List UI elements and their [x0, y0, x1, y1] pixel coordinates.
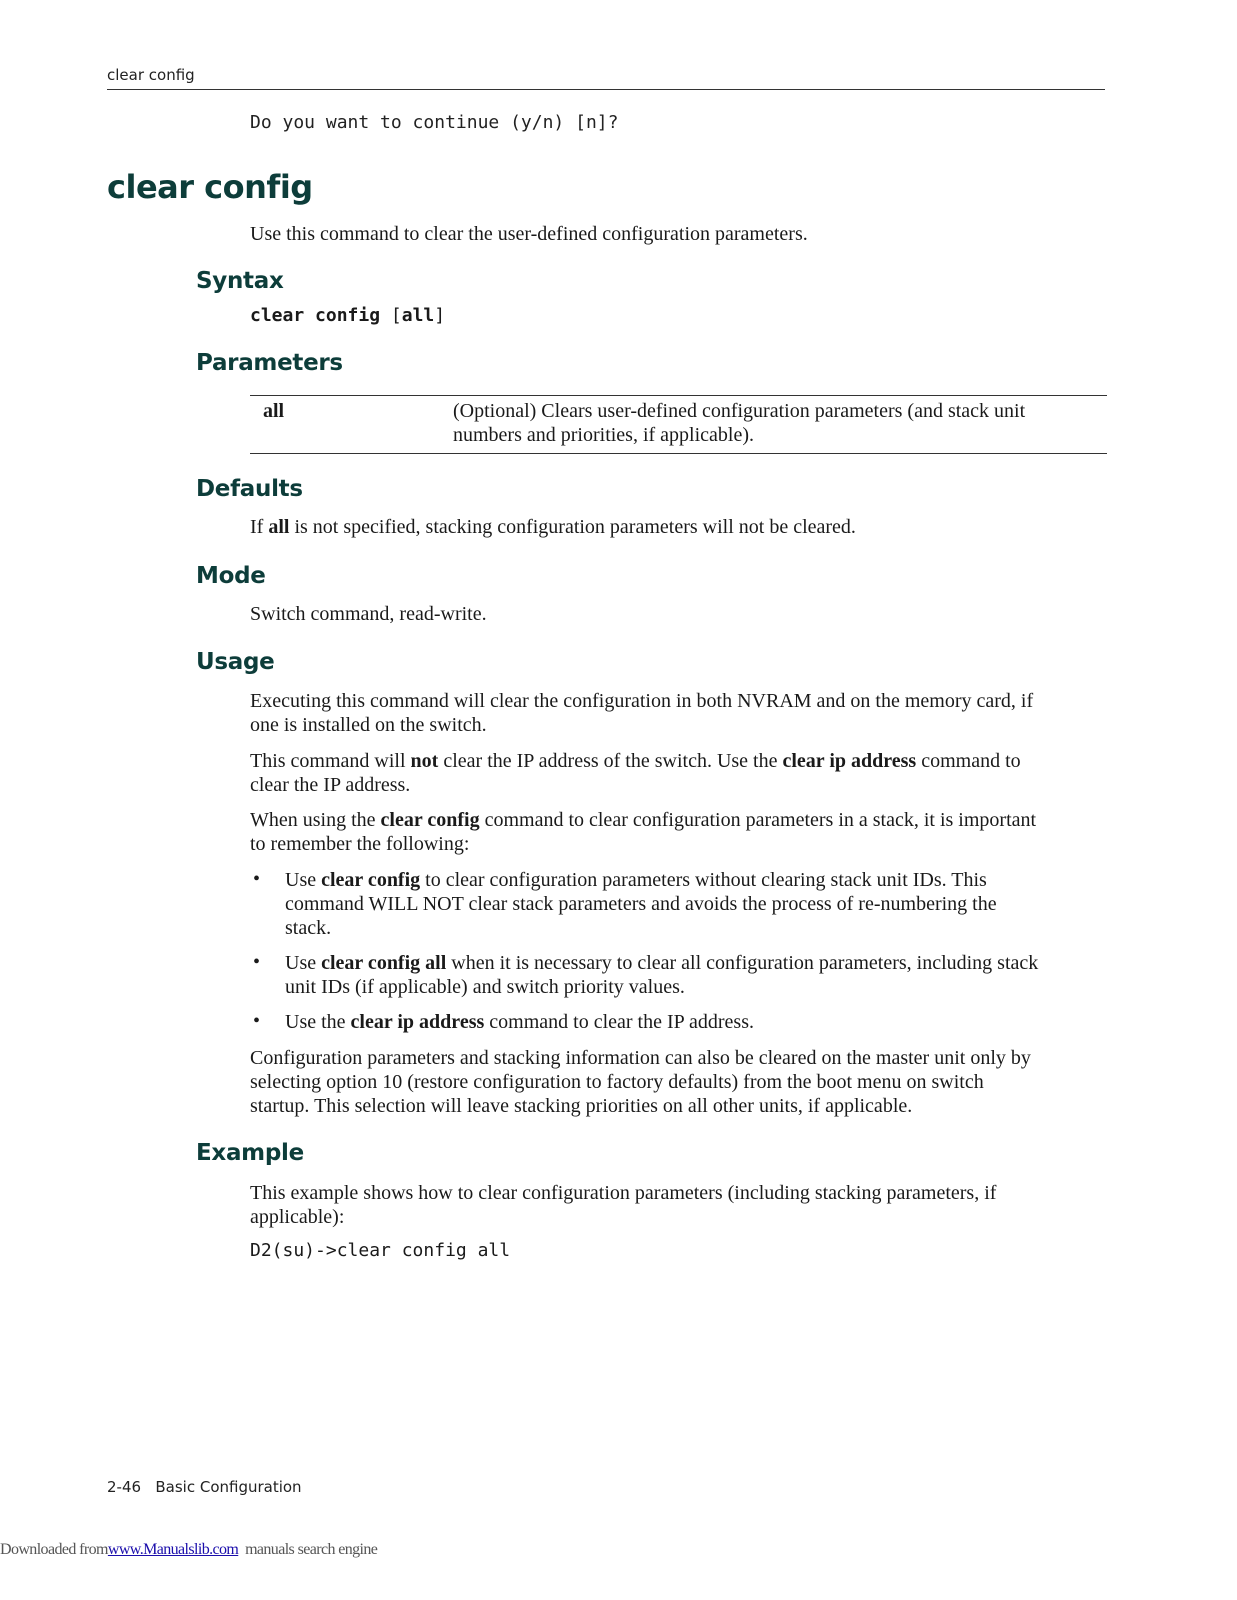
bullet1-text-c: to clear configuration parameters without clearing stack unit IDs. This [425, 869, 987, 891]
bullet1-line2: command WILL NOT clear stack parameters and avoids the process of re-numbering the [285, 893, 997, 915]
download-prefix: Downloaded from [0, 1541, 108, 1558]
syntax-line [250, 305, 445, 326]
usage-p2-text-e: command to [921, 750, 1021, 772]
example-code: D2(su)->clear config all [250, 1240, 511, 1261]
bullet2-bold: clear config all [321, 952, 447, 974]
usage-p3-bold-command: clear config [380, 809, 480, 831]
usage-p1-line2: one is installed on the switch. [250, 714, 487, 736]
defaults-post: is not specified, stacking configuration parameters will not be cleared. [294, 516, 856, 538]
usage-heading: Usage [196, 649, 275, 675]
parameters-heading: Parameters [196, 350, 343, 376]
usage-p2-line2: clear the IP address. [250, 774, 411, 796]
bullet-marker-2: • [253, 951, 261, 973]
usage-p4-line2: selecting option 10 (restore configuration to factory defaults) from the boot menu on switch [250, 1071, 984, 1093]
section-name: Basic Configuration [155, 1478, 302, 1496]
param-desc-line2: numbers and priorities, if applicable). [453, 424, 755, 446]
syntax-option: all [401, 305, 435, 326]
syntax-close-bracket: ] [434, 305, 446, 326]
usage-p1-line1: Executing this command will clear the configuration in both NVRAM and on the memory card, if [250, 690, 1034, 712]
usage-p2-bold-not: not [410, 750, 439, 772]
usage-paragraph-1 [250, 689, 1110, 737]
defaults-keyword: all [268, 516, 290, 538]
param-desc-line1: (Optional) Clears user-defined configuration parameters (and stack unit [453, 400, 1026, 422]
usage-p3-text-a: When using the [250, 809, 376, 831]
bullet1-line1 [285, 868, 1115, 892]
bullet-item-2 [285, 951, 1115, 999]
bullet1-line3: stack. [285, 917, 332, 939]
usage-p3-line2: to remember the following: [250, 833, 470, 855]
defaults-heading: Defaults [196, 476, 303, 502]
usage-p3-line1 [250, 808, 1110, 832]
mode-text: Switch command, read-write. [250, 603, 487, 625]
usage-p2-text-a: This command will [250, 750, 406, 772]
bullet3-text-a: Use the [285, 1011, 346, 1033]
syntax-open-bracket: [ [390, 305, 402, 326]
syntax-heading: Syntax [196, 268, 284, 294]
usage-paragraph-3 [250, 808, 1110, 856]
defaults-pre: If [250, 516, 264, 538]
param-name: all [263, 400, 285, 422]
bullet2-text-c: when it is necessary to clear all configuration parameters, including stack [451, 952, 1039, 974]
bullet-item-3 [285, 1010, 1115, 1034]
mode-heading: Mode [196, 563, 266, 589]
example-text [250, 1181, 1110, 1229]
usage-paragraph-4 [250, 1046, 1120, 1118]
intro-text: Use this command to clear the user-defined configuration parameters. [250, 223, 808, 245]
usage-p4-line3: startup. This selection will leave stacking priorities on all other units, if applicable. [250, 1095, 913, 1117]
usage-p2-bold-command: clear ip address [782, 750, 917, 772]
usage-p2-text-c: clear the IP address of the switch. Use the [443, 750, 778, 772]
usage-p4-line1: Configuration parameters and stacking information can also be cleared on the master unit only by [250, 1047, 1031, 1069]
download-suffix: manuals search engine [245, 1541, 378, 1558]
syntax-command: clear config [250, 305, 381, 326]
parameters-table [250, 395, 1107, 454]
example-heading: Example [196, 1140, 304, 1166]
bullet3-bold: clear ip address [350, 1011, 485, 1033]
continue-prompt: Do you want to continue (y/n) [n]? [250, 112, 619, 133]
page-footer [107, 1478, 302, 1496]
manualslib-link[interactable]: www.Manualslib.com [107, 1541, 239, 1558]
bullet-marker-3: • [253, 1010, 261, 1032]
defaults-text [250, 515, 856, 539]
bullet1-bold: clear config [321, 869, 421, 891]
usage-paragraph-2 [250, 749, 1110, 797]
usage-p2-line1 [250, 749, 1110, 773]
bullet2-line2: unit IDs (if applicable) and switch priority values. [285, 976, 685, 998]
usage-p3-text-c: command to clear configuration parameters in a stack, it is important [484, 809, 1037, 831]
bullet-marker-1: • [253, 868, 261, 890]
bullet-item-1 [285, 868, 1115, 940]
example-line2: applicable): [250, 1206, 345, 1228]
bullet2-text-a: Use [285, 952, 317, 974]
running-head: clear config [107, 66, 195, 84]
page-number: 2-46 [107, 1478, 142, 1496]
param-description [453, 399, 1103, 447]
header-rule [107, 89, 1105, 90]
page-title: clear config [107, 168, 313, 206]
bullet3-text-c: command to clear the IP address. [489, 1011, 754, 1033]
bullet2-line1 [285, 951, 1115, 975]
bullet1-text-a: Use [285, 869, 317, 891]
download-banner [0, 1541, 377, 1559]
example-line1: This example shows how to clear configuration parameters (including stacking parameters, if [250, 1182, 997, 1204]
